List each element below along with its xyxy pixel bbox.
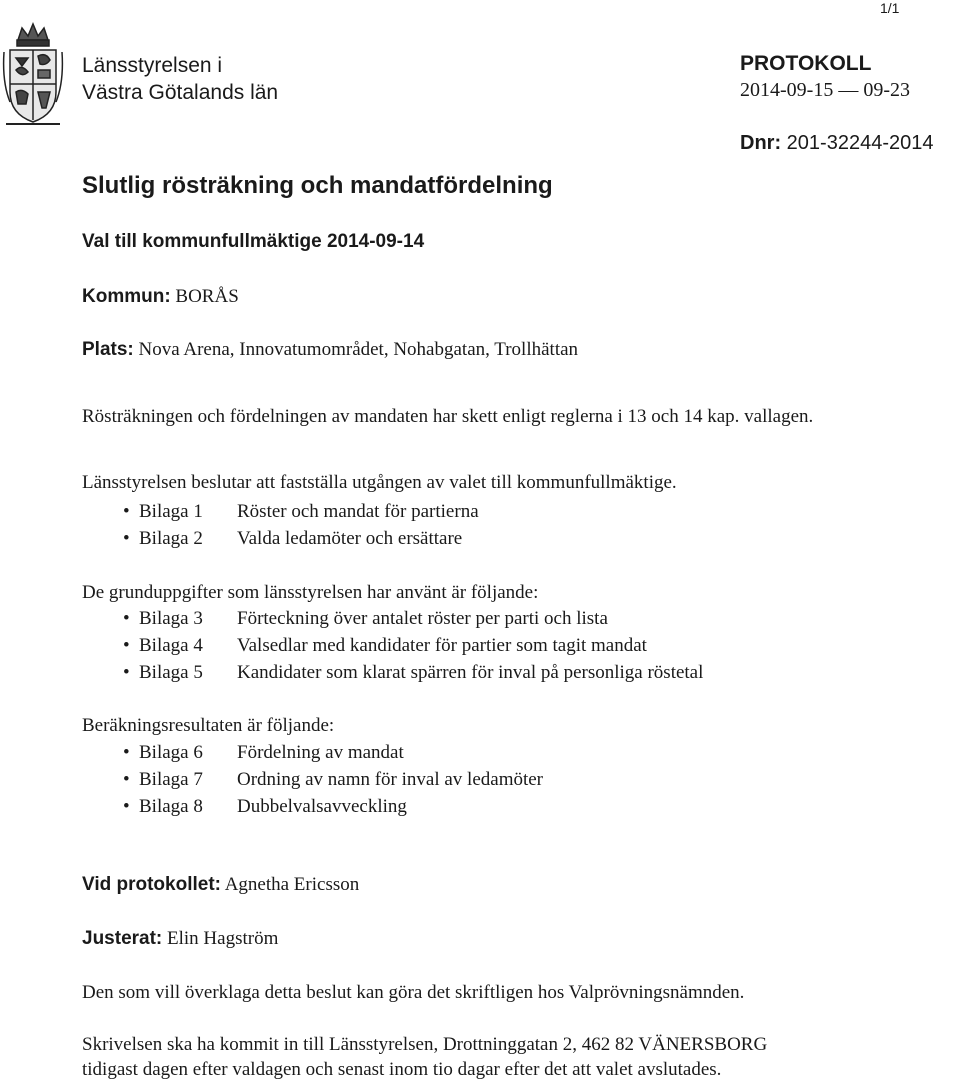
- paragraph-beslut: Länsstyrelsen beslutar att fastställa utgången av valet till kommunfullmäktige.: [82, 472, 677, 493]
- bullet-icon: •: [123, 501, 130, 522]
- kommun-value: BORÅS: [175, 286, 239, 307]
- vid-protokollet-value: Agnetha Ericsson: [224, 874, 360, 895]
- bullet-icon: •: [123, 769, 130, 790]
- bilaga-number: Bilaga 8: [139, 796, 203, 817]
- bullet-icon: •: [123, 742, 130, 763]
- bilaga-description: Ordning av namn för inval av ledamöter: [237, 769, 544, 790]
- bilaga-number: Bilaga 4: [139, 635, 203, 656]
- dnr-label: Dnr:: [740, 132, 782, 154]
- vid-protokollet-label: Vid protokollet:: [82, 874, 221, 895]
- coat-of-arms-logo: [2, 22, 64, 132]
- kommun-label: Kommun:: [82, 286, 171, 307]
- bilaga-number: Bilaga 6: [139, 742, 203, 763]
- bullet-icon: •: [123, 635, 130, 656]
- vid-protokollet-row: [82, 874, 359, 896]
- page-title: Slutlig rösträkning och mandatfördelning: [82, 172, 553, 199]
- bilaga-description: Röster och mandat för partierna: [237, 501, 479, 522]
- dnr-value: 201-32244-2014: [786, 132, 934, 154]
- plats-label: Plats:: [82, 339, 134, 360]
- plats-value: Nova Arena, Innovatumområdet, Nohabgatan, Trollhättan: [138, 339, 579, 360]
- bilaga-number: Bilaga 3: [139, 608, 203, 629]
- bullet-icon: •: [123, 608, 130, 629]
- org-name-line1: Länsstyrelsen i: [82, 54, 223, 77]
- bullet-icon: •: [123, 528, 130, 549]
- document-type: PROTOKOLL: [740, 52, 872, 75]
- address-line2: tidigast dagen efter valdagen och senast inom tio dagar efter det att valet avslutades.: [82, 1059, 722, 1080]
- bilaga-number: Bilaga 1: [139, 501, 203, 522]
- bilaga-description: Valda ledamöter och ersättare: [237, 528, 463, 549]
- justerat-label: Justerat:: [82, 928, 163, 949]
- justerat-value: Elin Hagström: [167, 928, 279, 949]
- document-datetime: 2014-09-15 — 09-23: [740, 79, 910, 101]
- bullet-icon: •: [123, 662, 130, 683]
- plats-row: [82, 339, 578, 361]
- bilaga-description: Dubbelvalsavveckling: [237, 796, 407, 817]
- paragraph-rakning: Rösträkningen och fördelningen av mandaten har skett enligt reglerna i 13 och 14 kap. vallagen.: [82, 406, 814, 427]
- election-heading: Val till kommunfullmäktige 2014-09-14: [82, 231, 425, 252]
- page-number: 1/1: [880, 0, 900, 16]
- bilaga-number: Bilaga 2: [139, 528, 203, 549]
- justerat-row: [82, 928, 278, 950]
- kommun-row: [82, 286, 239, 308]
- diary-number: [740, 132, 933, 155]
- bilaga-description: Fördelning av mandat: [237, 742, 404, 763]
- appeal-text: Den som vill överklaga detta beslut kan göra det skriftligen hos Valprövningsnämnden.: [82, 982, 745, 1003]
- bilaga-description: Förteckning över antalet röster per parti och lista: [237, 608, 608, 629]
- bullet-icon: •: [123, 796, 130, 817]
- paragraph-grunduppgifter: De grunduppgifter som länsstyrelsen har använt är följande:: [82, 582, 539, 603]
- address-line1: Skrivelsen ska ha kommit in till Länsstyrelsen, Drottninggatan 2, 462 82 VÄNERSBORG: [82, 1034, 768, 1055]
- org-name-line2: Västra Götalands län: [82, 81, 279, 104]
- bilaga-number: Bilaga 7: [139, 769, 203, 790]
- bilaga-description: Valsedlar med kandidater för partier som tagit mandat: [237, 635, 647, 656]
- bilaga-number: Bilaga 5: [139, 662, 203, 683]
- paragraph-berakningsresultat: Beräkningsresultaten är följande:: [82, 715, 335, 736]
- bilaga-description: Kandidater som klarat spärren för inval på personliga röstetal: [237, 662, 704, 683]
